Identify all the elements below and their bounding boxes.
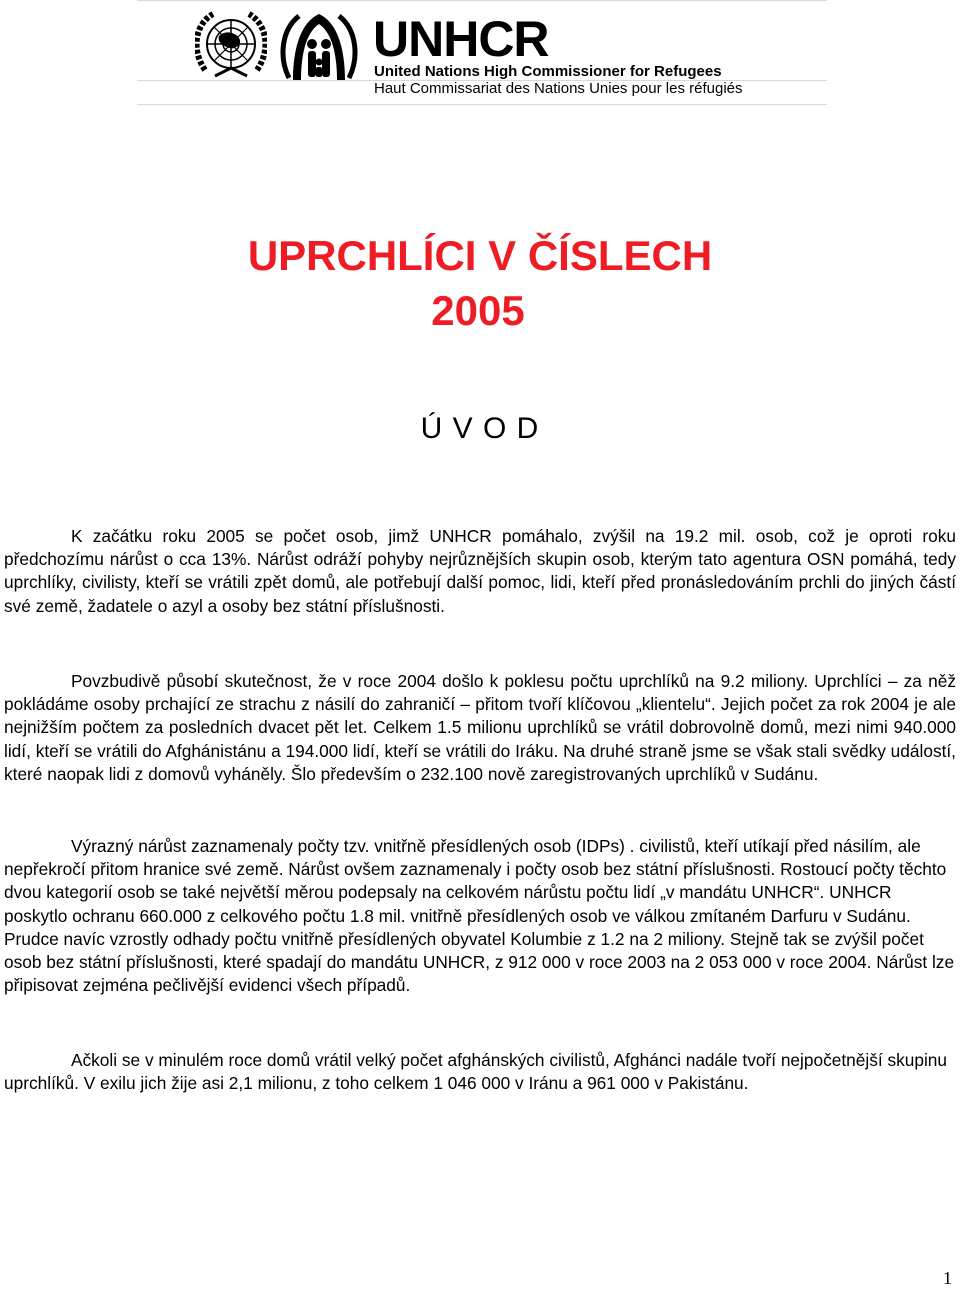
document-year: 2005 [431,287,525,334]
unhcr-family-emblem-icon [279,8,359,88]
section-heading: Ú V O D [420,412,540,445]
page-number: 1 [943,1268,952,1288]
brand-subtitle-fr: Haut Commissariat des Nations Unies pour les réfugiés [374,80,743,97]
header-bottom-rule [137,104,827,105]
paragraph-1: K začátku roku 2005 se počet osob, jimž UNHCR pomáhalo, zvýšil na 19.2 mil. osob, což je oproti roku předchozímu nárůst o cca 13%. Nárůst odráží pohyby nejrůznějších skupin osob, kterým tato agentura OSN pomáhá, tedy uprchlíky, civilisty, kteří se vrátili zpět domů, ale potřebují další pomoc, lidi, kteří před pronásledováním prchli do jiných částí své země, žadatele o azyl a osoby bez státní příslušnosti. [4,526,956,616]
letterhead [137,0,827,108]
brand-name: UNHCR [373,11,549,67]
paragraph-4: Ačkoli se v minulém roce domů vrátil velký počet afghánských civilistů, Afghánci nadále tvoří nejpočetnější skupinu uprchlíků. V exilu jich žije asi 2,1 milionu, z toho celkem 1 046 000 v Iránu a 961 000 v Pakistánu. [4,1050,948,1094]
paragraph-3: Výrazný nárůst zaznamenaly počty tzv. vnitřně přesídlených osob (IDPs) . civilistů, kteří utíkají před násilím, ale nepřekročí přitom hranice své země. Nárůst ovšem zaznamenaly i počty osob bez státní příslušnosti. Rostoucí počty těchto dvou kategorií osob se také největší měrou podepsaly na celkovém nárůstu počtu lidí „v mandátu UNHCR“. UNHCR poskytlo ochranu 660.000 z celkového počtu 1.8 mil. vnitřně přesídlených osob ve válkou zmítaném Darfuru v Sudánu. Prudce navíc vzrostly odhady počtu vnitřně přesídlených obyvatel Kolumbie z 1.2 na 2 miliony. Stejně tak se zvýšil počet osob bez státní příslušnosti, které spadají do mandátu UNHCR, z 912 000 v roce 2003 na 2 053 000 v roce 2004. Nárůst lze připisovat zejména pečlivější evidenci všech případů. [4,836,955,996]
un-emblem-icon [195,10,267,82]
document-title: UPRCHLÍCI V ČÍSLECH [247,232,713,279]
brand-subtitle-en: United Nations High Commissioner for Refugees [374,63,722,80]
header-top-rule [137,0,827,1]
paragraph-2: Povzbudivě působí skutečnost, že v roce 2004 došlo k poklesu počtu uprchlíků na 9.2 miliony. Uprchlíci – za něž pokládáme osoby prchající ze strachu z násilí do zahraničí – přitom tvoří klíčovou „klientelu“. Jejich počet za rok 2004 je ale nejnižším počtem za posledních dvacet pět let. Celkem 1.5 milionu uprchlíků se vrátil dobrovolně domů, mezi nimi 940.000 lidí, kteří se vrátili do Afghánistánu a 194.000 lidí, kteří se vrátili do Iráku. Na druhé straně jsme se však stali svědky událostí, které naopak lidi z domovů vyháněly. Šlo především o 232.100 nově zaregistrovaných uprchlíků v Sudánu. [4,671,956,784]
